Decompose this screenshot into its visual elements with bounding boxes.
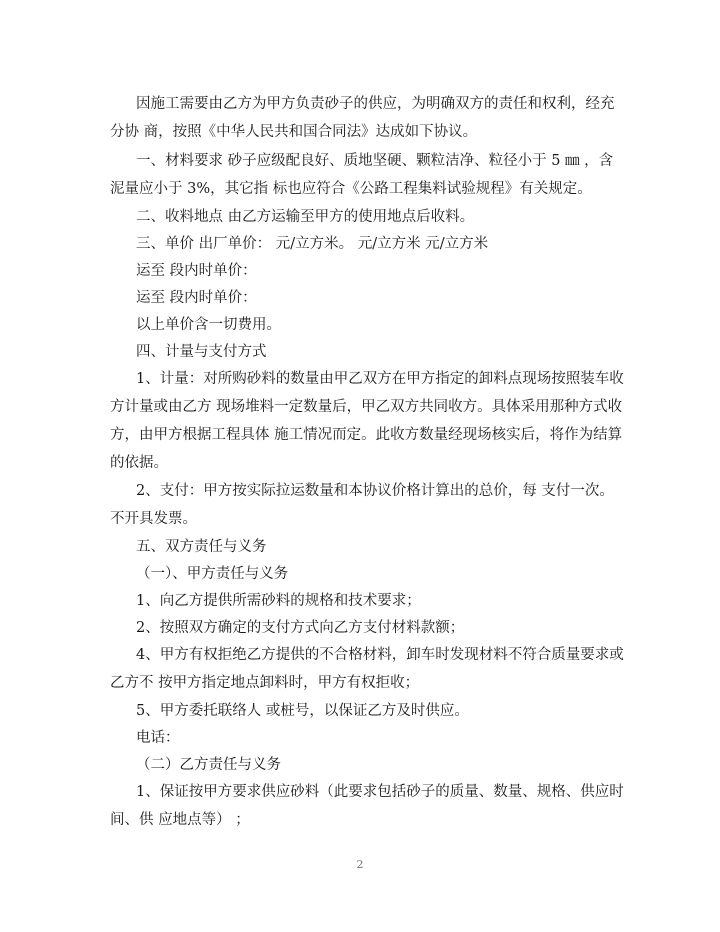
paragraph-phone [110, 724, 632, 752]
paragraph-line: 泥量应小于 3%，其它指 标也应符合《公路工程集料试验规程》有关规定。 [110, 181, 592, 197]
paragraph-line: 运至 段内时单价： [136, 290, 257, 306]
paragraph-line: 4、甲方有权拒绝乙方提供的不合格材料，卸车时发现材料不符合质量要求或 [136, 647, 624, 663]
paragraph-line: 1、保证按甲方要求供应砂料（此要求包括砂子的质量、数量、规格、供应时 [136, 784, 624, 800]
paragraph-party-a-item-2 [110, 614, 632, 642]
paragraph-material-requirements [110, 147, 632, 203]
paragraph-party-b-heading [110, 751, 632, 779]
paragraph-line: （二）乙方责任与义务 [136, 757, 281, 773]
paragraph-responsibilities-heading [110, 533, 632, 561]
paragraph-line: 1、向乙方提供所需砂料的规格和技术要求； [136, 593, 421, 609]
paragraph-line: 2、支付：甲方按实际拉运数量和本协议价格计算出的总价，每 支付一次。 [136, 483, 614, 499]
paragraph-delivered-price-2 [110, 284, 632, 312]
paragraph-line: 方计量或由乙方 现场堆料一定数量后，甲乙双方共同收方。具体采用那种方式收 [110, 399, 623, 415]
paragraph-payment [110, 477, 632, 533]
paragraph-delivery-location [110, 203, 632, 231]
paragraph-party-a-item-1 [110, 587, 632, 615]
paragraph-line: 1、计量：对所购砂料的数量由甲乙双方在甲方指定的卸料点现场按照装车收 [136, 371, 624, 387]
paragraph-line: （一）、甲方责任与义务 [136, 566, 289, 582]
paragraph-price-inclusive [110, 311, 632, 339]
paragraph-unit-price [110, 230, 632, 258]
paragraph-line: 的依据。 [110, 455, 168, 471]
paragraph-line: 电话： [136, 730, 180, 746]
paragraph-intro [110, 90, 632, 146]
paragraph-line: 二、收料地点 由乙方运输至甲方的使用地点后收料。 [136, 209, 475, 225]
paragraph-line: 乙方不 按甲方指定地点卸料时，甲方有权拒收； [110, 675, 420, 691]
paragraph-line: 不开具发票。 [110, 511, 197, 527]
paragraph-delivered-price-1 [110, 257, 632, 285]
paragraph-line: 一、材料要求 砂子应级配良好、质地坚硬、颗粒洁净、粒径小于 5 ㎜ ，含 [136, 153, 614, 169]
paragraph-party-a-item-4 [110, 641, 632, 697]
page-number: 2 [356, 858, 364, 871]
paragraph-line: 2、按照双方确定的支付方式向乙方支付材料款额； [136, 620, 465, 636]
paragraph-line: 方，由甲方根据工程具体 施工情况而定。此收方数量经现场核实后，将作为结算 [110, 427, 623, 443]
paragraph-party-b-item-1 [110, 778, 632, 834]
paragraph-line: 四、计量与支付方式 [136, 344, 267, 360]
paragraph-party-a-heading [110, 560, 632, 588]
paragraph-measurement [110, 365, 632, 477]
paragraph-measurement-heading [110, 338, 632, 366]
paragraph-line: 间、供 应地点等） ； [110, 812, 250, 828]
paragraph-party-a-item-5 [110, 697, 632, 725]
paragraph-line: 运至 段内时单价： [136, 263, 257, 279]
paragraph-line: 三、单价 出厂单价： 元/立方米。 元/立方米 元/立方米 [136, 236, 489, 252]
paragraph-line: 因施工需要由乙方为甲方负责砂子的供应，为明确双方的责任和权利，经充 [136, 96, 615, 112]
paragraph-line: 分协 商，按照《中华人民共和国合同法》达成如下协议。 [110, 124, 478, 140]
paragraph-line: 以上单价含一切费用。 [136, 317, 281, 333]
paragraph-line: 五、双方责任与义务 [136, 539, 267, 555]
paragraph-line: 5、甲方委托联络人 或桩号，以保证乙方及时供应。 [136, 703, 469, 719]
